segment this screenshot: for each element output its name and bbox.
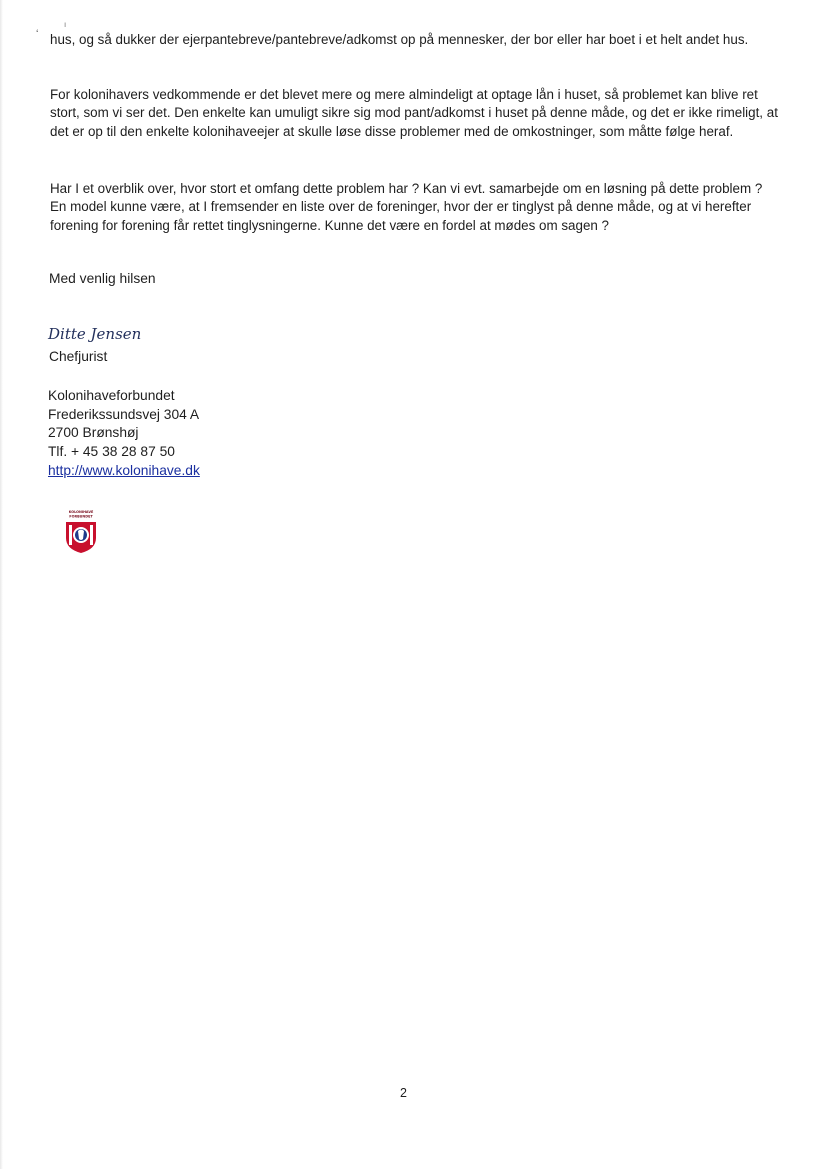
website-link[interactable]: http://www.kolonihave.dk bbox=[48, 462, 200, 478]
kolonihaveforbundet-logo-icon bbox=[62, 508, 100, 554]
signer-title: Chefjurist bbox=[49, 349, 108, 364]
street-address: Frederikssundsvej 304 A bbox=[48, 406, 200, 422]
page-number: 2 bbox=[400, 1086, 407, 1100]
signature: Ditte Jensen bbox=[48, 325, 142, 343]
scan-mark-small: ı bbox=[64, 20, 67, 29]
postal-city: 2700 Brønshøj bbox=[48, 425, 139, 441]
logo-text-line1: KOLONIHAVE bbox=[68, 510, 94, 514]
paragraph-continuation: hus, og så dukker der ejerpantebreve/pantebreve/adkomst op på mennesker, der bor eller har boet i et helt andet hus. bbox=[50, 32, 749, 47]
scan-mark: ‘ bbox=[36, 28, 39, 40]
scan-edge-shadow bbox=[0, 0, 3, 1169]
closing-greeting: Med venlig hilsen bbox=[49, 271, 156, 286]
paragraph-overview-question: Har I et overblik over, hvor stort et omfang dette problem har ? Kan vi evt. samarbejde om en løsning på dette problem ? En model kunne være, at I fremsender en liste over de foreninger, hvor der er tinglyst på denne måde, og at vi herefter forening for forening får rettet tinglysningerne. Kunne det være en fordel at mødes om sagen ? bbox=[50, 181, 763, 233]
phone-number: Tlf. + 45 38 28 87 50 bbox=[48, 444, 175, 460]
paragraph-loans: For kolonihavers vedkommende er det blevet mere og mere almindeligt at optage lån i huset, så problemet kan blive ret stort, som vi ser det. Den enkelte kan umuligt sikre sig mod pant/adkomst i huset på denne måde, og det er ikke rimeligt, at det er op til den enkelte kolonihaveejer at skulle løse disse problemer med de omkostninger, som måtte følge heraf. bbox=[50, 87, 778, 139]
contact-block bbox=[48, 387, 200, 481]
logo-text-line2: FORBUNDET bbox=[69, 514, 93, 519]
organization-name: Kolonihaveforbundet bbox=[48, 388, 175, 403]
